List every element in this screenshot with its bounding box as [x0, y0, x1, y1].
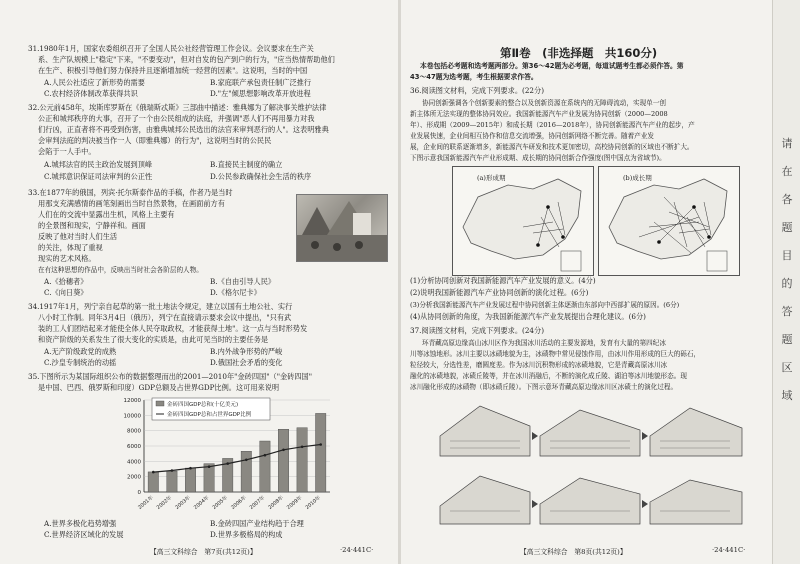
q33-option-b: B.《自由引导人民》 — [210, 277, 276, 286]
q34-line-1: 34.1917年1月，列宁亲自起草的第一批土地法令规定，建立以国有土地公社、实行 — [28, 302, 293, 311]
map-b-label: (b)成长期 — [623, 174, 652, 182]
q37-line-2: 川等冰蚀地形。冰川主要以冰碛地貌为主，冰碛物中常见侵蚀作用，由冰川作用形成的巨大的砾石， — [410, 350, 701, 358]
q32-option-b: B.直接民主制度的确立 — [210, 160, 283, 169]
x-tick-label: 2004年 — [192, 494, 211, 511]
right-page — [400, 0, 772, 564]
x-tick-label: 2007年 — [248, 494, 267, 511]
x-tick-label: 2002年 — [155, 494, 174, 511]
q33-line-1: 33.在1877年的俄国，列宾·托尔斯泰作品的手稿，作者乃是当时 — [28, 188, 233, 197]
q31-option-b: B.家庭联产承包责任制广泛推行 — [210, 78, 312, 87]
q33-line-4: 的全景图和现实，宁静祥和。画面 — [38, 221, 146, 230]
x-tick-label: 2010年 — [304, 494, 322, 511]
y-tick-label: 6000 — [127, 444, 141, 450]
q33-option-c: C.《向日葵》 — [44, 288, 88, 297]
q32-line-1: 32.公元前458年，埃斯库罗斯在《俄瑞斯忒斯》三部曲中描述：雅典娜为了解决事关维护法律 — [28, 103, 327, 112]
q31-line-2: 系、生产队规模上"稳定"下来，"不要变动"，但对自发的包产到户的行为，"应当热情帮助他们 — [38, 55, 335, 64]
map-growth-period — [598, 166, 740, 276]
legend-swatch-bar — [156, 401, 164, 406]
q33-line-3: 人们在的交流中显露出生机，风格上主要有 — [38, 210, 175, 219]
q33-option-a: A.《拾穗者》 — [44, 277, 88, 286]
q34-option-b: B.内外战争形势的严峻 — [210, 347, 283, 356]
page-7-footer: 【高三文科综合 第7页(共12页)】 — [150, 548, 257, 556]
q34-line-2: 八小时工作制。同年3月4日（俄历），列宁在直接请示要求会议中提出，"只有武 — [38, 313, 292, 322]
q33-line-8: 在有这种思想的作品中，反映出当时社会各阶层的人物。 — [38, 266, 203, 274]
gdp-bar — [315, 413, 325, 492]
q36-line-2: 新主体所无法实现的整体协同效应。我国新能源汽车产业发展为协同创新（2000—2008 — [410, 110, 668, 118]
answer-area-sidebar — [772, 0, 800, 564]
q32-option-d: D.公民参政确保社会生活的秩序 — [210, 172, 312, 181]
sidebar-instruction: 请 在 各 题 目 的 答 题 区 域 — [781, 137, 793, 402]
y-tick-label: 2000 — [127, 474, 141, 481]
y-tick-label: 10000 — [123, 413, 141, 420]
q34-line-4: 和资产阶级的关系发生了很大变化的实质是，由此可见当时的主要任务是 — [38, 335, 269, 344]
gdp-bar-chart — [108, 392, 338, 516]
q35-option-c: C.世界经济区域化的发展 — [44, 530, 124, 539]
q36-line-1: 协同创新强调各个创新要素的整合以及创新资源在系统内的无障碍流动，实现单一创 — [422, 99, 666, 107]
q36-heading: 36.阅读图文材料，完成下列要求。(22分) — [410, 86, 544, 95]
gdp-bar — [241, 451, 251, 492]
q34-line-3: 装的工人们团结起来才能使全体人民夺取政权，才能获得土地"。这一点与当时形势发 — [38, 324, 308, 333]
q32-option-c: C.城邦意识保证司法审判的公正性 — [44, 172, 153, 181]
q32-line-4: 会审判法庭的判决被当作一人（即雅典娜）的行为"，这说明当时的公民民 — [38, 136, 272, 145]
q33-line-6: 的关注，体现了重视 — [38, 243, 103, 252]
q35-line-2: 是中国、巴西、俄罗斯和印度）GDP总额及占世界GDP比例。这可用来说明 — [38, 383, 280, 392]
page-7-code: ·24·441C· — [340, 546, 374, 554]
y-tick-label: 0 — [137, 490, 141, 496]
x-tick-label: 2009年 — [285, 494, 304, 511]
q31-line-3: 在生产、积极引导他们努力保持并且逐渐增加统一经营的因素"。这说明，当时的中国 — [38, 66, 308, 75]
map-a-label: (a)形成期 — [477, 174, 506, 182]
y-tick-label: 4000 — [127, 459, 141, 466]
q31-option-c: C.农村经济体制改革获得共识 — [44, 89, 138, 98]
gdp-bar — [260, 441, 270, 492]
q34-option-a: A.无产阶级政党的成熟 — [44, 347, 117, 356]
q36-sub-2: (2)说明我国新能源汽车产业协同创新的演化过程。(6分) — [410, 288, 589, 297]
q35-option-d: D.世界多极格局的构成 — [210, 530, 283, 539]
q37-line-5: 冰川融化形成的冰碛物（即冰碛丘陵）。下图示意环青藏高原边缘冰川区冰碛土的演化过程。 — [410, 383, 678, 391]
map-formation-period — [452, 166, 594, 276]
q33-line-5: 反映了他对当时人们生活 — [38, 232, 118, 241]
x-tick-label: 2001年 — [137, 494, 155, 511]
q32-line-3: 们行凶，正直者将不再受到伤害，由雅典城邦公民选出的法官来审判恶行的人"。这表明雅典 — [38, 125, 329, 134]
q37-line-4: 融化的冰碛地貌，冰碛丘陵等，并在冰川消融后，不断的演化成丘陵、湖泊等冰川地貌形态。现 — [410, 372, 687, 380]
q36-line-5: 展，企业间的联系逐渐增多，新能源汽车研发和技术更加密切，高校协同创新的区域也不断扩大。 — [410, 143, 694, 151]
q35-line-1: 35.下图所示为某国际组织公布的数据整理而出的2001—2010年"金砖四国"（"金砖四国" — [28, 372, 313, 381]
q31-option-a: A.人民公社适应了新形势的需要 — [44, 78, 145, 87]
gdp-bar — [297, 428, 307, 492]
q33-line-7: 现实的艺术风格。 — [38, 254, 96, 263]
q33-option-d: D.《格尔尼卡》 — [210, 288, 261, 297]
q34-option-c: C.沙皇专制统治的动摇 — [44, 358, 117, 367]
x-tick-label: 2003年 — [174, 494, 192, 511]
legend-label-2: 金砖四国GDP总和占世界GDP比例 — [167, 412, 252, 418]
q32-option-a: A.城邦法官的民主政治发展到顶峰 — [44, 160, 153, 169]
x-tick-label: 2006年 — [230, 494, 248, 511]
q31-line-1: 31.1980年1月，国家农委组织召开了全国人民公社经营管理工作会议。会议要求在生产关 — [28, 44, 314, 53]
q31-option-d: D."左"倾思想影响改革开放进程 — [210, 89, 311, 98]
gdp-bar — [185, 468, 195, 492]
q36-sub-1: (1)分析协同创新对我国新能源汽车产业发展的意义。(4分) — [410, 276, 596, 285]
gdp-bar — [278, 429, 288, 492]
page-8-footer: 【高三文科综合 第8页(共12页)】 — [520, 548, 627, 556]
y-tick-label: 12000 — [123, 398, 141, 404]
q36-line-6: 下图示意我国新能源汽车产业形成期、成长期的协同创新合作强度(图中国点为省域节)。 — [410, 154, 666, 162]
share-line — [153, 445, 320, 473]
x-tick-label: 2008年 — [267, 494, 285, 511]
page-8-code: ·24·441C· — [712, 546, 746, 554]
section-intro-1: 本卷包括必考题和选考题两部分。第36～42题为必考题，每道试题考生都必须作答。第 — [420, 62, 684, 70]
q33-line-2: 用那支充满感情的画笔刻画出当时自然景物，在画面前方有 — [38, 199, 225, 208]
q36-sub-4: (4)从协同创新的角度，为我国新能源汽车产业发展提出合理化建议。(6分) — [410, 312, 646, 321]
section-title: 第Ⅱ卷 (非选择题 共160分) — [500, 46, 658, 60]
legend-label-1: 金砖四国GDP总和(十亿美元) — [167, 402, 239, 408]
q36-line-3: 年）、形成期（2009—2015年）和成长期（2016—2018年），协同创新能源汽车产业的起步，产 — [410, 121, 695, 129]
painting-image — [296, 194, 388, 262]
q35-option-a: A.世界多极化趋势增强 — [44, 519, 117, 528]
gdp-bar — [167, 471, 177, 492]
q36-line-4: 业发展快速，企业间相互协作和信息交流增强，协同创新网络不断完善。随着产业发 — [410, 132, 654, 140]
q37-line-1: 环青藏高原边缘高山冰川区作为我国冰川活动的主要发源地，发育有大量的第四纪冰 — [422, 339, 666, 347]
q36-sub-3: (3)分析我国新能源汽车产业发展过程中协同创新主体逐渐由东部向中西部扩展的原因。(6分) — [410, 301, 680, 309]
gdp-bar — [148, 472, 158, 492]
q35-option-b: B.金砖四国产业结构趋于合理 — [210, 519, 304, 528]
y-tick-label: 8000 — [127, 428, 141, 435]
q32-line-5: 会陷于一人手中。 — [38, 147, 96, 156]
q37-heading: 37.阅读图文材料，完成下列要求。(24分) — [410, 326, 544, 335]
moraine-evolution-diagram — [430, 396, 750, 534]
section-intro-2: 43～47题为选考题，考生根据要求作答。 — [410, 73, 538, 81]
x-tick-label: 2005年 — [211, 494, 229, 511]
q34-option-d: D.俄国社会矛盾的变化 — [210, 358, 283, 367]
q32-line-2: 公正和城邦秩序的大事，召开了一个由公民组成的法庭，并强调"恶人们不再用暴力对我 — [38, 114, 315, 123]
q37-line-3: 粒径较大，分选性差，磨圆度差。作为冰川沉积物形成的冰碛地貌，它是青藏高原冰川冰 — [410, 361, 668, 369]
